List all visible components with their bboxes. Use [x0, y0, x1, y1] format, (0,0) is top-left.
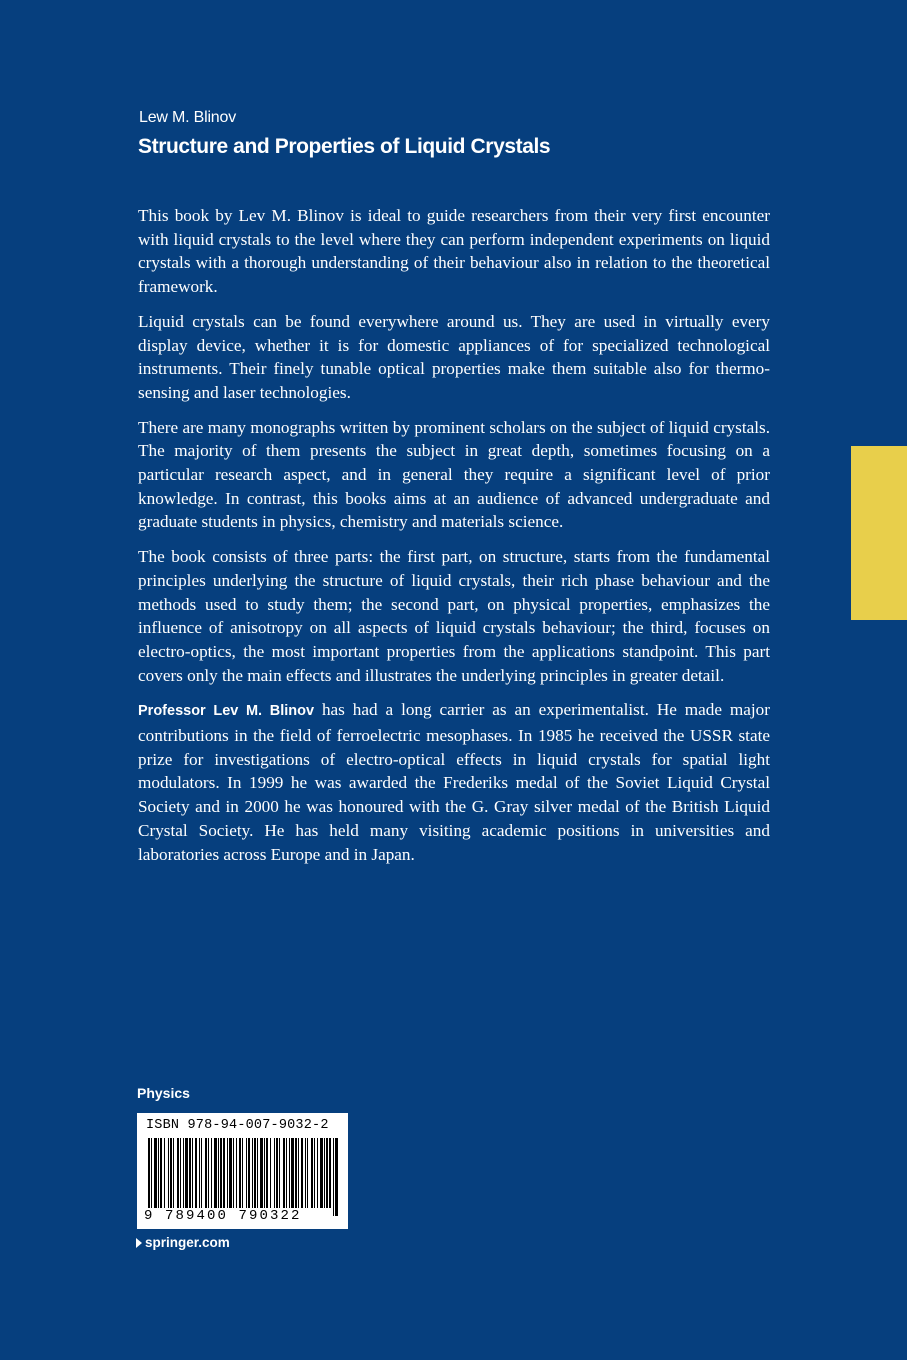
publisher-url: springer.com [145, 1235, 230, 1250]
barcode-bar [151, 1138, 152, 1216]
barcode-bar [246, 1138, 247, 1216]
subject-label: Physics [137, 1085, 190, 1101]
author-bio-text: has had a long carrier as an experimentalist. He made major contributions in the field of ferroelectric mesophases. In 1985 he received the USSR state prize for investigations of electro-optical effects in liquid crystals for spatial light modulators. In 1999 he was awarded the Frederiks medal of the Soviet Liquid Crystal Society and in 2000 he was honoured with the G. Gray silver medal of the British Liquid Crystal Society. He has held many visiting academic positions in universities and laboratories across Europe and in Japan. [138, 700, 770, 864]
arrow-right-icon [136, 1238, 142, 1248]
barcode-bar [254, 1138, 256, 1208]
barcode-bar [236, 1138, 237, 1208]
barcode-bar [257, 1138, 258, 1208]
barcode-bar [177, 1138, 179, 1208]
publisher-link[interactable] [136, 1235, 230, 1250]
barcode-bar [218, 1138, 219, 1208]
barcode-bar [183, 1138, 184, 1208]
barcode-bar [320, 1138, 323, 1208]
barcode-bar [170, 1138, 172, 1208]
barcode-bar [314, 1138, 315, 1208]
barcode-bar [229, 1138, 232, 1208]
barcode-bar [264, 1138, 265, 1208]
barcode-bar [329, 1138, 331, 1208]
barcode-bar [173, 1138, 174, 1208]
isbn-barcode [137, 1113, 348, 1229]
blurb-paragraph: The book consists of three parts: the first part, on structure, starts from the fundamental principles underlying the structure of liquid crystals, their rich phase behaviour and the methods used to study them; the second part, on physical properties, emphasizes the influence of anisotropy on all aspects of liquid crystals behaviour; the third, focuses on electro-optics, the most important properties from the applications standpoint. This part covers only the main effects and illustrates the underlying principles in greater detail. [138, 547, 770, 685]
barcode-bar [185, 1138, 188, 1208]
barcode-bar [324, 1138, 325, 1208]
barcode-bar [274, 1138, 275, 1208]
barcode-bar [295, 1138, 297, 1208]
barcode-bar [158, 1138, 159, 1208]
barcode-bar [195, 1138, 197, 1208]
blurb-paragraph: Liquid crystals can be found everywhere around us. They are used in virtually every display device, whether it is for domestic appliances of for specialized technological instruments. Their finely tunable optical properties make them suitable also for thermo-sensing and laser technologies. [138, 311, 770, 402]
barcode-bar [160, 1138, 162, 1208]
blurb-paragraph: There are many monographs written by prominent scholars on the subject of liquid crystals. The majority of them presents the subject in great depth, sometimes focusing on a particular research aspect, and in general they require a significant level of prior knowledge. In contrast, this books aims at an audience of advanced undergraduate and graduate students in physics, chemistry and materials science. [138, 417, 770, 532]
book-title: Structure and Properties of Liquid Crystals [138, 135, 551, 158]
barcode-bars [144, 1138, 341, 1218]
barcode-bar [335, 1138, 338, 1216]
barcode-bar [223, 1138, 225, 1208]
barcode-bar [242, 1138, 243, 1216]
barcode-bar [233, 1138, 234, 1208]
barcode-bar [189, 1138, 191, 1208]
barcode-bar [301, 1138, 303, 1208]
barcode-bar [311, 1138, 313, 1208]
barcode-bar [283, 1138, 285, 1208]
barcode-bar [266, 1138, 268, 1208]
barcode-bar [317, 1138, 318, 1208]
barcode-bar [192, 1138, 193, 1208]
barcode-bar [239, 1138, 241, 1208]
barcode-bar [208, 1138, 209, 1208]
barcode-bar [252, 1138, 253, 1208]
author-bio-name: Professor Lev M. Blinov [138, 703, 315, 720]
barcode-bar [286, 1138, 287, 1208]
accent-tab [851, 446, 907, 620]
barcode-bar [205, 1138, 207, 1208]
barcode-bar [220, 1138, 222, 1208]
barcode-bar [307, 1138, 308, 1208]
barcode-bar [270, 1138, 271, 1208]
barcode-bar [291, 1138, 294, 1208]
isbn-number: ISBN 978-94-007-9032-2 [146, 1118, 329, 1133]
barcode-bar [180, 1138, 181, 1208]
barcode-bar [305, 1138, 306, 1208]
barcode-bar [227, 1138, 228, 1208]
barcode-bar [201, 1138, 202, 1208]
back-cover-blurb [138, 204, 770, 877]
barcode-bar [164, 1138, 165, 1208]
barcode-bar [298, 1138, 299, 1208]
barcode-bar [211, 1138, 212, 1208]
barcode-bar [248, 1138, 250, 1208]
barcode-bar [279, 1138, 280, 1208]
barcode-digits: 9 789400 790322 [144, 1208, 302, 1224]
barcode-bar [276, 1138, 278, 1208]
barcode-bar [260, 1138, 263, 1208]
barcode-bar [154, 1138, 157, 1208]
author-name: Lew M. Blinov [139, 109, 236, 126]
barcode-bar [168, 1138, 169, 1208]
barcode-bar [214, 1138, 217, 1208]
barcode-bar [148, 1138, 150, 1216]
blurb-paragraph: This book by Lev M. Blinov is ideal to guide researchers from their very first encounter with liquid crystals to the level where they can perform independent experiments on liquid crystals with a thorough understanding of their behaviour also in relation to the theoretical framework. [138, 206, 770, 297]
barcode-bar [289, 1138, 290, 1208]
barcode-bar [333, 1138, 334, 1216]
barcode-bar [199, 1138, 200, 1208]
author-bio [138, 698, 770, 866]
barcode-bar [326, 1138, 328, 1208]
